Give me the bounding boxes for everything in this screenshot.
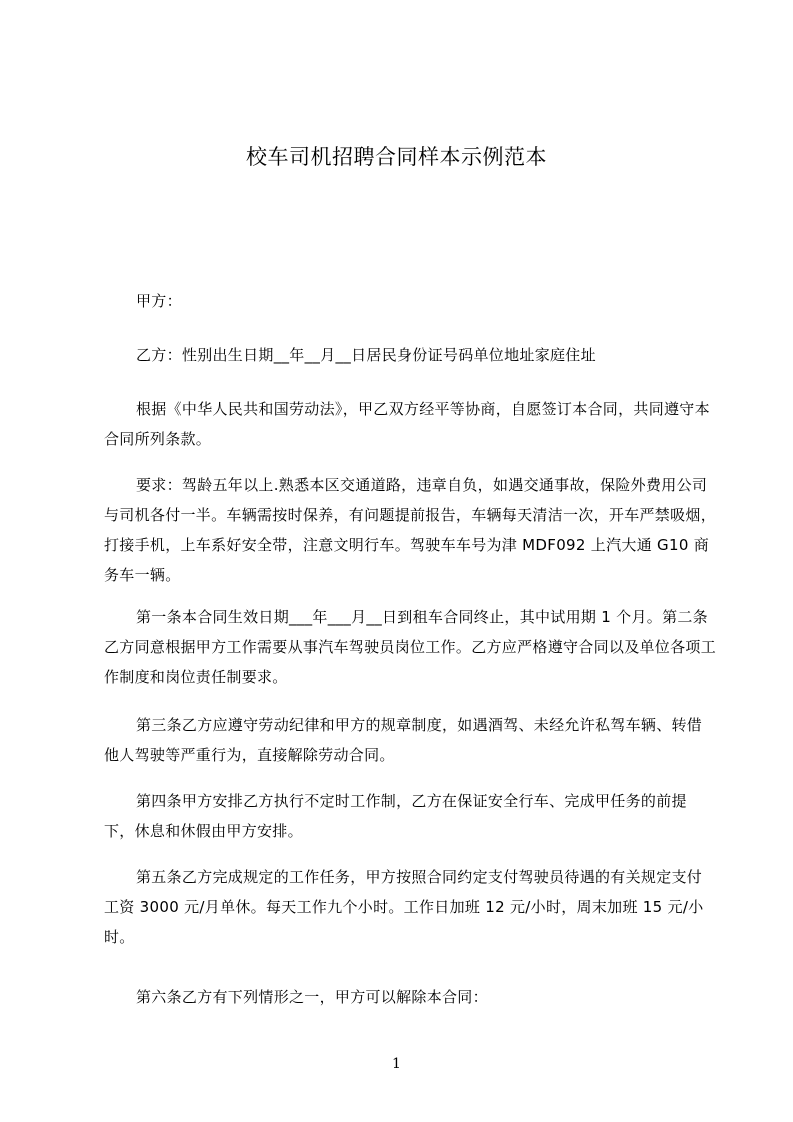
- law-basis-paragraph: 根据《中华人民共和国劳动法》，甲乙双方经平等协商，自愿签订本合同，共同遵守本合同所列条款。: [104, 400, 710, 448]
- article-3-paragraph: 第三条乙方应遵守劳动纪律和甲方的规章制度，如遇酒驾、未经允许私驾车辆、转借他人驾驶等严重行为，直接解除劳动合同。: [104, 716, 703, 764]
- article-1-paragraph: 第一条本合同生效日期___年___月__日到租车合同终止，其中试用期 1 个月。第二条乙方同意根据甲方工作需要从事汽车驾驶员岗位工作。乙方应严格遵守合同以及单位各项工作制度和岗位责任制要求。: [104, 608, 717, 686]
- requirements-paragraph: 要求：驾龄五年以上.熟悉本区交通道路，违章自负，如遇交通事故，保险外费用公司与司机各付一半。车辆需按时保养，有问题提前报告，车辆每天清洁一次，开车严禁吸烟，打接手机，上车系好安全带，注意文明行车。驾驶车车号为津 MDF092 上汽大通 G10 商务车一辆。: [104, 476, 717, 584]
- article-4-paragraph: 第四条甲方安排乙方执行不定时工作制，乙方在保证安全行车、完成甲任务的前提下，休息和休假由甲方安排。: [104, 792, 687, 840]
- article-5-paragraph: 第五条乙方完成规定的工作任务，甲方按照合同约定支付驾驶员待遇的有关规定支付工资 3000 元/月单休。每天工作九个小时。工作日加班 12 元/小时，周末加班 15 元/小时。: [104, 868, 704, 946]
- party-b-line: 乙方：性别出生日期__年__月__日居民身份证号码单位地址家庭住址: [136, 346, 596, 364]
- article-6-paragraph: 第六条乙方有下列情形之一，甲方可以解除本合同：: [136, 988, 488, 1006]
- document-title: 校车司机招聘合同样本示例范本: [246, 145, 547, 169]
- page-number: 1: [392, 1056, 401, 1072]
- party-a-line: 甲方：: [136, 292, 182, 310]
